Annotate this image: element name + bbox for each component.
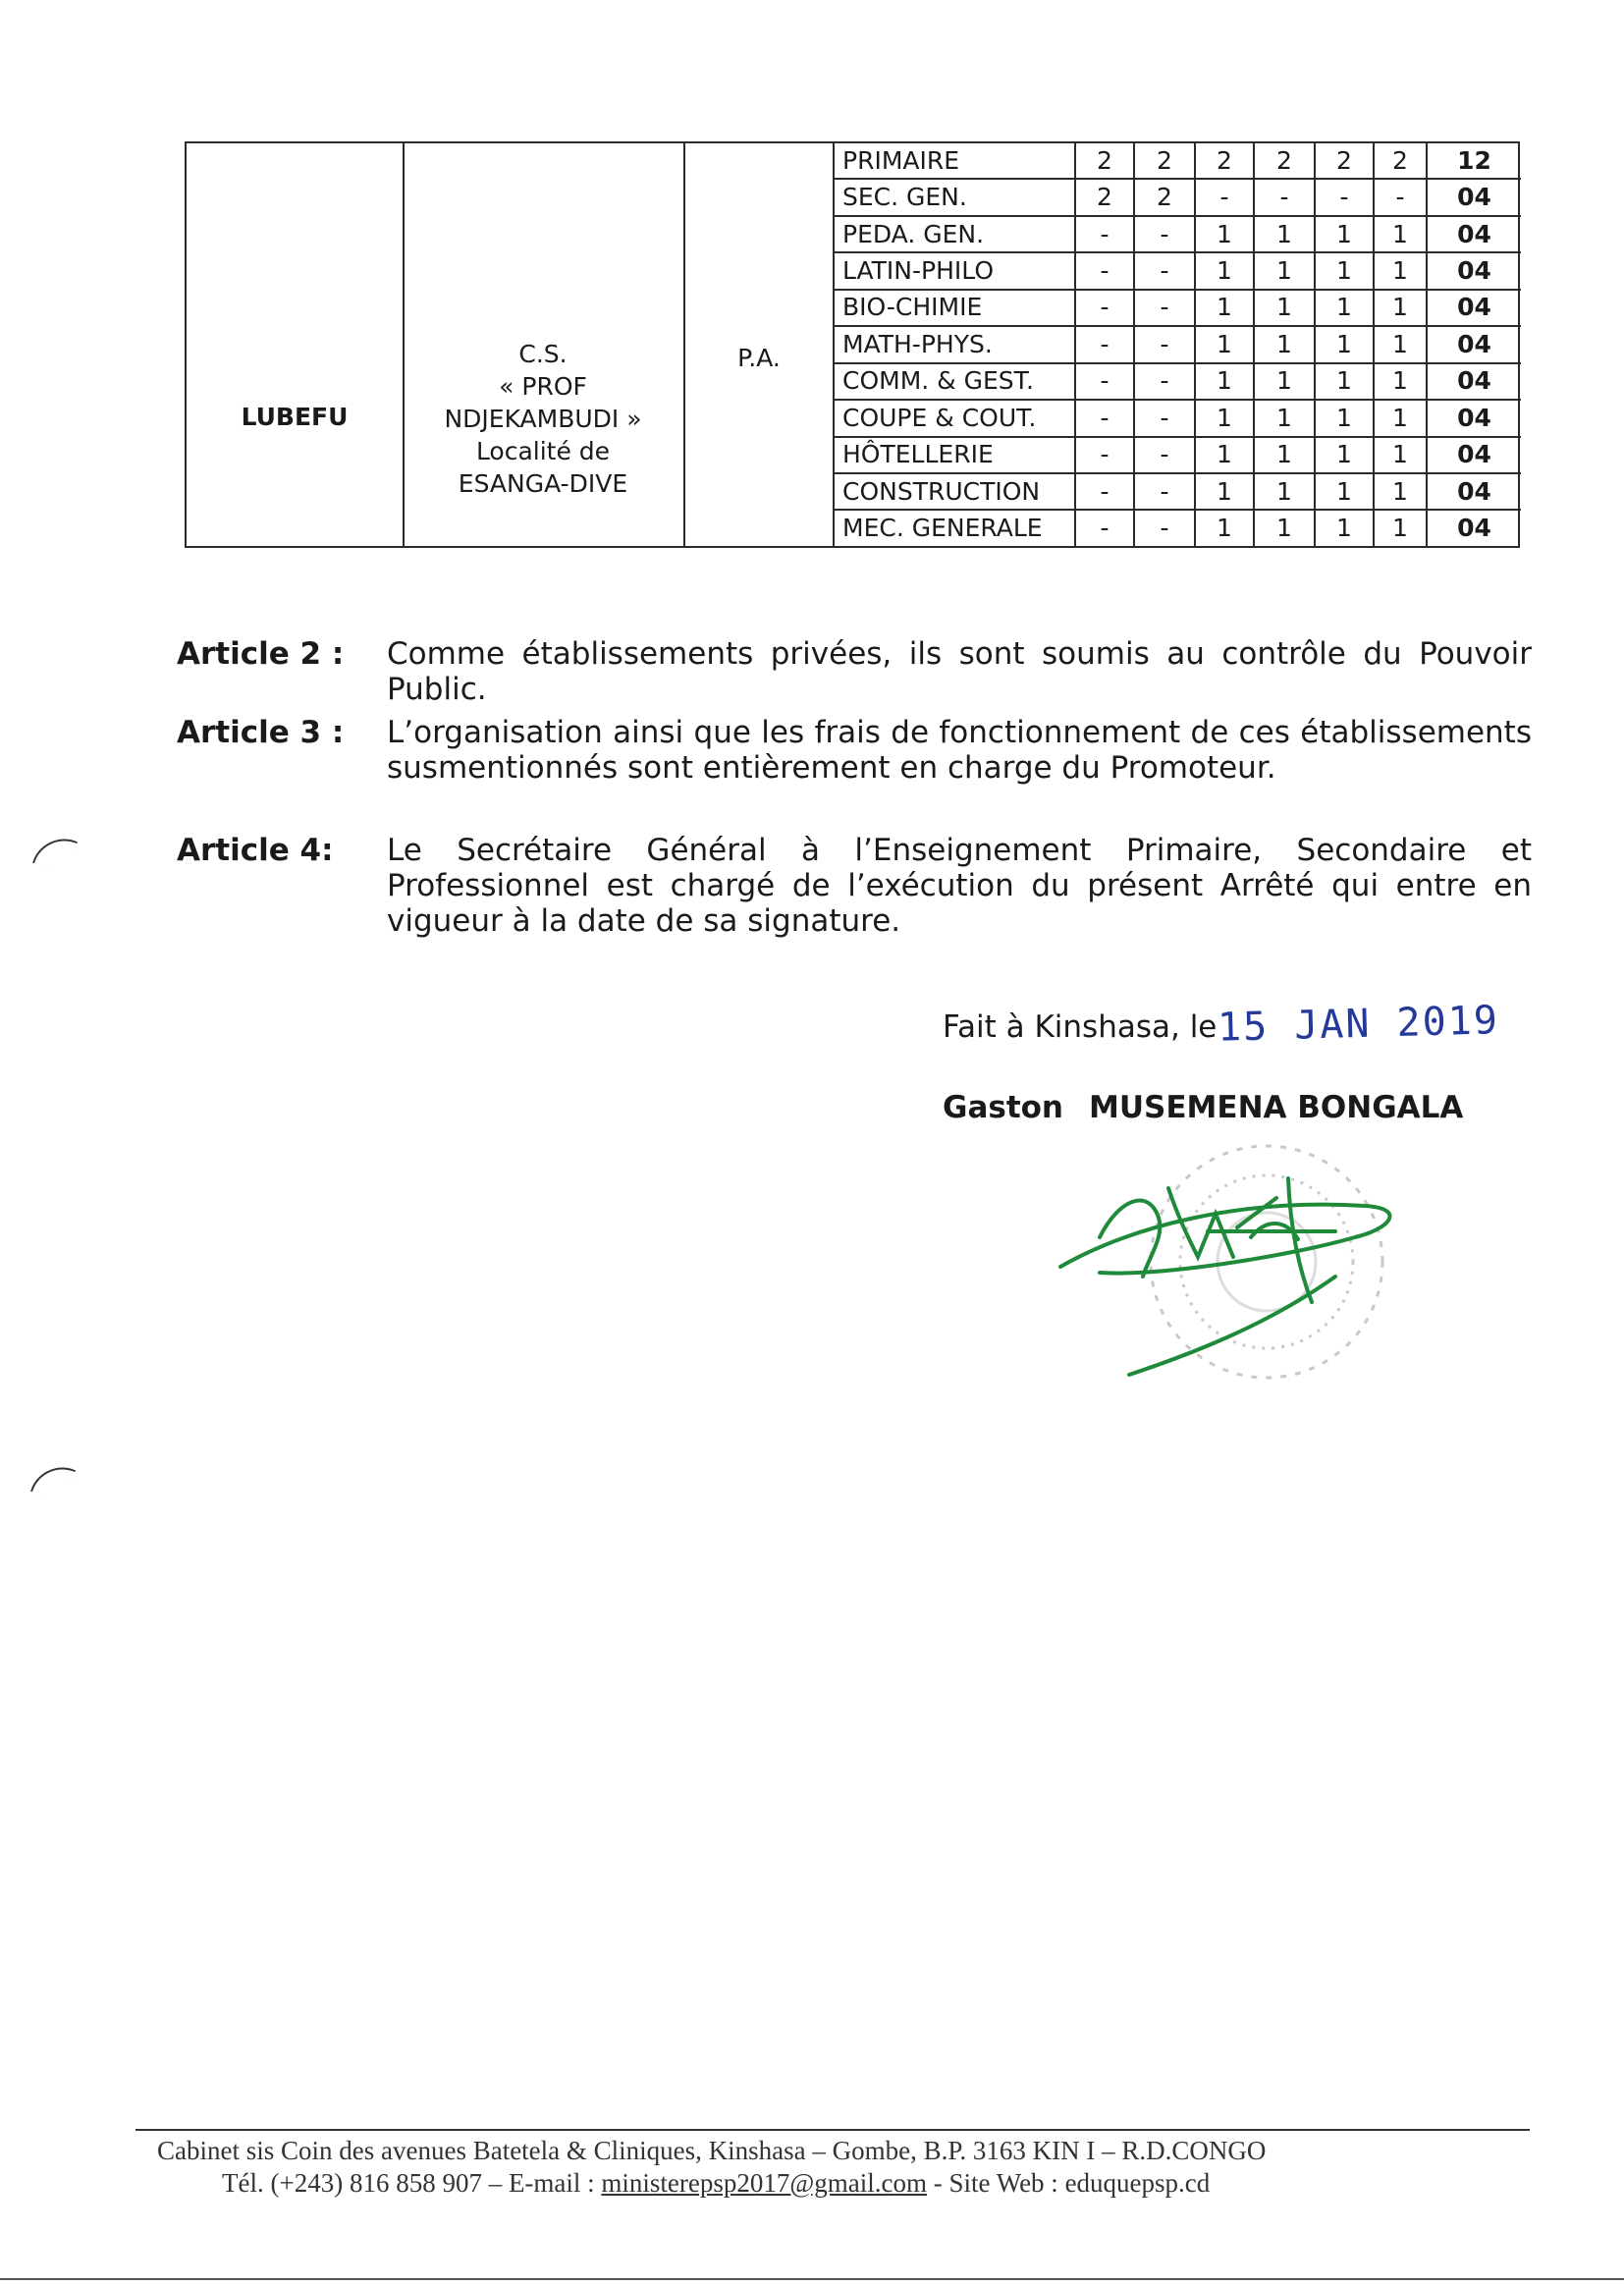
class-count-cell: - (1075, 216, 1134, 252)
signature-and-seal (1041, 1129, 1492, 1394)
official-seal-icon (1151, 1146, 1382, 1378)
handwritten-signature-icon (1060, 1178, 1389, 1375)
class-count-cell: 1 (1254, 326, 1315, 362)
class-count-cell: 1 (1315, 473, 1374, 510)
footer-divider (135, 2129, 1530, 2131)
school-name-line: C.S. (518, 340, 568, 368)
option-cell: SEC. GEN. (834, 179, 1075, 215)
footer-contact (222, 2168, 1210, 2199)
class-count-cell: - (1075, 473, 1134, 510)
class-count-cell: 1 (1195, 510, 1254, 546)
class-count-cell: 1 (1374, 290, 1427, 326)
class-count-cell: - (1075, 252, 1134, 289)
class-count-cell: - (1075, 363, 1134, 400)
class-count-cell: 1 (1315, 290, 1374, 326)
article-text: Comme établissements privées, ils sont soumis au contrôle du Pouvoir Public. (387, 636, 1532, 707)
class-count-cell: 1 (1315, 400, 1374, 436)
article-label: Article 4: (177, 833, 334, 868)
option-cell: COUPE & COUT. (834, 400, 1075, 436)
class-count-cell: 1 (1374, 363, 1427, 400)
class-count-cell: 1 (1254, 400, 1315, 436)
school-name-line: NDJEKAMBUDI » (444, 405, 642, 433)
class-count-cell: 1 (1195, 437, 1254, 473)
class-count-cell: 1 (1195, 216, 1254, 252)
total-cell: 04 (1427, 326, 1521, 362)
class-count-cell: - (1134, 252, 1195, 289)
localite-cell: LUBEFU (241, 403, 349, 431)
signer-first-name: Gaston (943, 1090, 1064, 1125)
table-row (834, 363, 1521, 400)
total-cell: 04 (1427, 510, 1521, 546)
class-count-cell: 1 (1315, 437, 1374, 473)
class-count-cell: - (1134, 473, 1195, 510)
class-count-cell: 1 (1374, 510, 1427, 546)
class-count-cell: - (1075, 326, 1134, 362)
option-cell: LATIN-PHILO (834, 252, 1075, 289)
class-count-cell: 1 (1374, 400, 1427, 436)
class-count-cell: 2 (1075, 143, 1134, 179)
class-count-cell: - (1195, 179, 1254, 215)
class-count-cell: 2 (1374, 143, 1427, 179)
option-cell: MATH-PHYS. (834, 326, 1075, 362)
table-row (834, 179, 1521, 215)
class-count-cell: - (1134, 400, 1195, 436)
class-count-cell: - (1075, 437, 1134, 473)
table-row (834, 290, 1521, 326)
page-bottom-edge (0, 2278, 1624, 2280)
article-text: L’organisation ainsi que les frais de fonctionnement de ces établissements susmentionnés sont entièrement en charge du Promoteur. (387, 715, 1532, 786)
class-count-cell: 1 (1315, 326, 1374, 362)
class-count-cell: 1 (1374, 252, 1427, 289)
punch-hole-mark (30, 1458, 76, 1503)
option-cell: HÔTELLERIE (834, 437, 1075, 473)
school-name-line: Localité de (475, 437, 611, 465)
class-count-cell: 1 (1315, 216, 1374, 252)
signer-name (943, 1090, 1463, 1125)
class-count-cell: 1 (1254, 216, 1315, 252)
class-count-cell: - (1075, 290, 1134, 326)
class-count-cell: 1 (1374, 473, 1427, 510)
table-row (834, 252, 1521, 289)
class-count-cell: - (1134, 363, 1195, 400)
class-count-cell: 1 (1195, 290, 1254, 326)
footer-phone-email-label: Tél. (+243) 816 858 907 – E-mail : (222, 2168, 602, 2198)
option-cell: PRIMAIRE (834, 143, 1075, 179)
total-cell: 04 (1427, 179, 1521, 215)
total-cell: 04 (1427, 216, 1521, 252)
class-count-cell: 1 (1254, 363, 1315, 400)
total-cell: 04 (1427, 363, 1521, 400)
class-count-cell: - (1134, 290, 1195, 326)
signer-surname: MUSEMENA BONGALA (1089, 1090, 1464, 1125)
class-count-cell: 1 (1315, 252, 1374, 289)
date-stamp: 15 JAN 2019 (1217, 998, 1500, 1051)
total-cell: 04 (1427, 252, 1521, 289)
footer-email-link[interactable]: ministerepsp2017@gmail.com (601, 2168, 927, 2198)
class-count-cell: 1 (1195, 326, 1254, 362)
class-count-cell: - (1134, 326, 1195, 362)
table-row (834, 510, 1521, 546)
class-count-cell: 1 (1195, 473, 1254, 510)
total-cell: 04 (1427, 473, 1521, 510)
table-row (834, 400, 1521, 436)
class-count-cell: - (1134, 510, 1195, 546)
total-cell: 04 (1427, 400, 1521, 436)
class-count-cell: 2 (1075, 179, 1134, 215)
class-count-cell: 2 (1315, 143, 1374, 179)
class-count-cell: 1 (1254, 252, 1315, 289)
class-count-cell: - (1075, 400, 1134, 436)
total-cell: 04 (1427, 290, 1521, 326)
class-count-cell: 1 (1254, 473, 1315, 510)
class-count-cell: 1 (1254, 290, 1315, 326)
class-count-cell: 1 (1374, 326, 1427, 362)
footer-address: Cabinet sis Coin des avenues Batetela & Cliniques, Kinshasa – Gombe, B.P. 3163 KIN I – R.D.CONGO (157, 2136, 1267, 2165)
class-count-cell: - (1134, 437, 1195, 473)
total-cell: 04 (1427, 437, 1521, 473)
class-count-cell: - (1374, 179, 1427, 215)
article-label: Article 3 : (177, 715, 345, 750)
school-name-cell (403, 338, 683, 500)
class-count-cell: 1 (1195, 363, 1254, 400)
regime-cell: P.A. (737, 344, 781, 372)
class-count-cell: 2 (1134, 143, 1195, 179)
class-count-cell: 1 (1315, 510, 1374, 546)
table-row (834, 437, 1521, 473)
class-count-cell: 1 (1374, 437, 1427, 473)
schools-table (185, 141, 1520, 548)
class-count-cell: 1 (1254, 437, 1315, 473)
punch-hole-mark (32, 830, 78, 875)
signature-place: Fait à Kinshasa, le (943, 1009, 1218, 1045)
table-row (834, 473, 1521, 510)
option-cell: BIO-CHIMIE (834, 290, 1075, 326)
footer-site-link[interactable]: eduquepsp.cd (1064, 2168, 1211, 2198)
footer-site-label: - Site Web : (927, 2168, 1065, 2198)
class-count-cell: - (1075, 510, 1134, 546)
class-count-cell: 2 (1195, 143, 1254, 179)
class-count-cell: 1 (1315, 363, 1374, 400)
class-count-cell: 1 (1374, 216, 1427, 252)
class-count-cell: 1 (1195, 252, 1254, 289)
option-cell: PEDA. GEN. (834, 216, 1075, 252)
option-cell: MEC. GENERALE (834, 510, 1075, 546)
total-cell: 12 (1427, 143, 1521, 179)
article-text: Le Secrétaire Général à l’Enseignement Primaire, Secondaire et Professionnel est chargé de l’exécution du présent Arrêté qui entre en vigueur à la date de sa signature. (387, 833, 1532, 939)
class-count-cell: - (1134, 216, 1195, 252)
school-name-line: ESANGA-DIVE (458, 469, 628, 498)
table-row (834, 143, 1521, 179)
table-row (834, 326, 1521, 362)
article-label: Article 2 : (177, 636, 345, 672)
class-count-cell: 1 (1195, 400, 1254, 436)
option-cell: COMM. & GEST. (834, 363, 1075, 400)
class-count-cell: - (1254, 179, 1315, 215)
class-count-cell: 1 (1254, 510, 1315, 546)
class-count-cell: - (1315, 179, 1374, 215)
school-name-line: « PROF (499, 372, 587, 401)
class-count-cell: 2 (1254, 143, 1315, 179)
options-grid (833, 143, 1521, 546)
option-cell: CONSTRUCTION (834, 473, 1075, 510)
class-count-cell: 2 (1134, 179, 1195, 215)
table-row (834, 216, 1521, 252)
